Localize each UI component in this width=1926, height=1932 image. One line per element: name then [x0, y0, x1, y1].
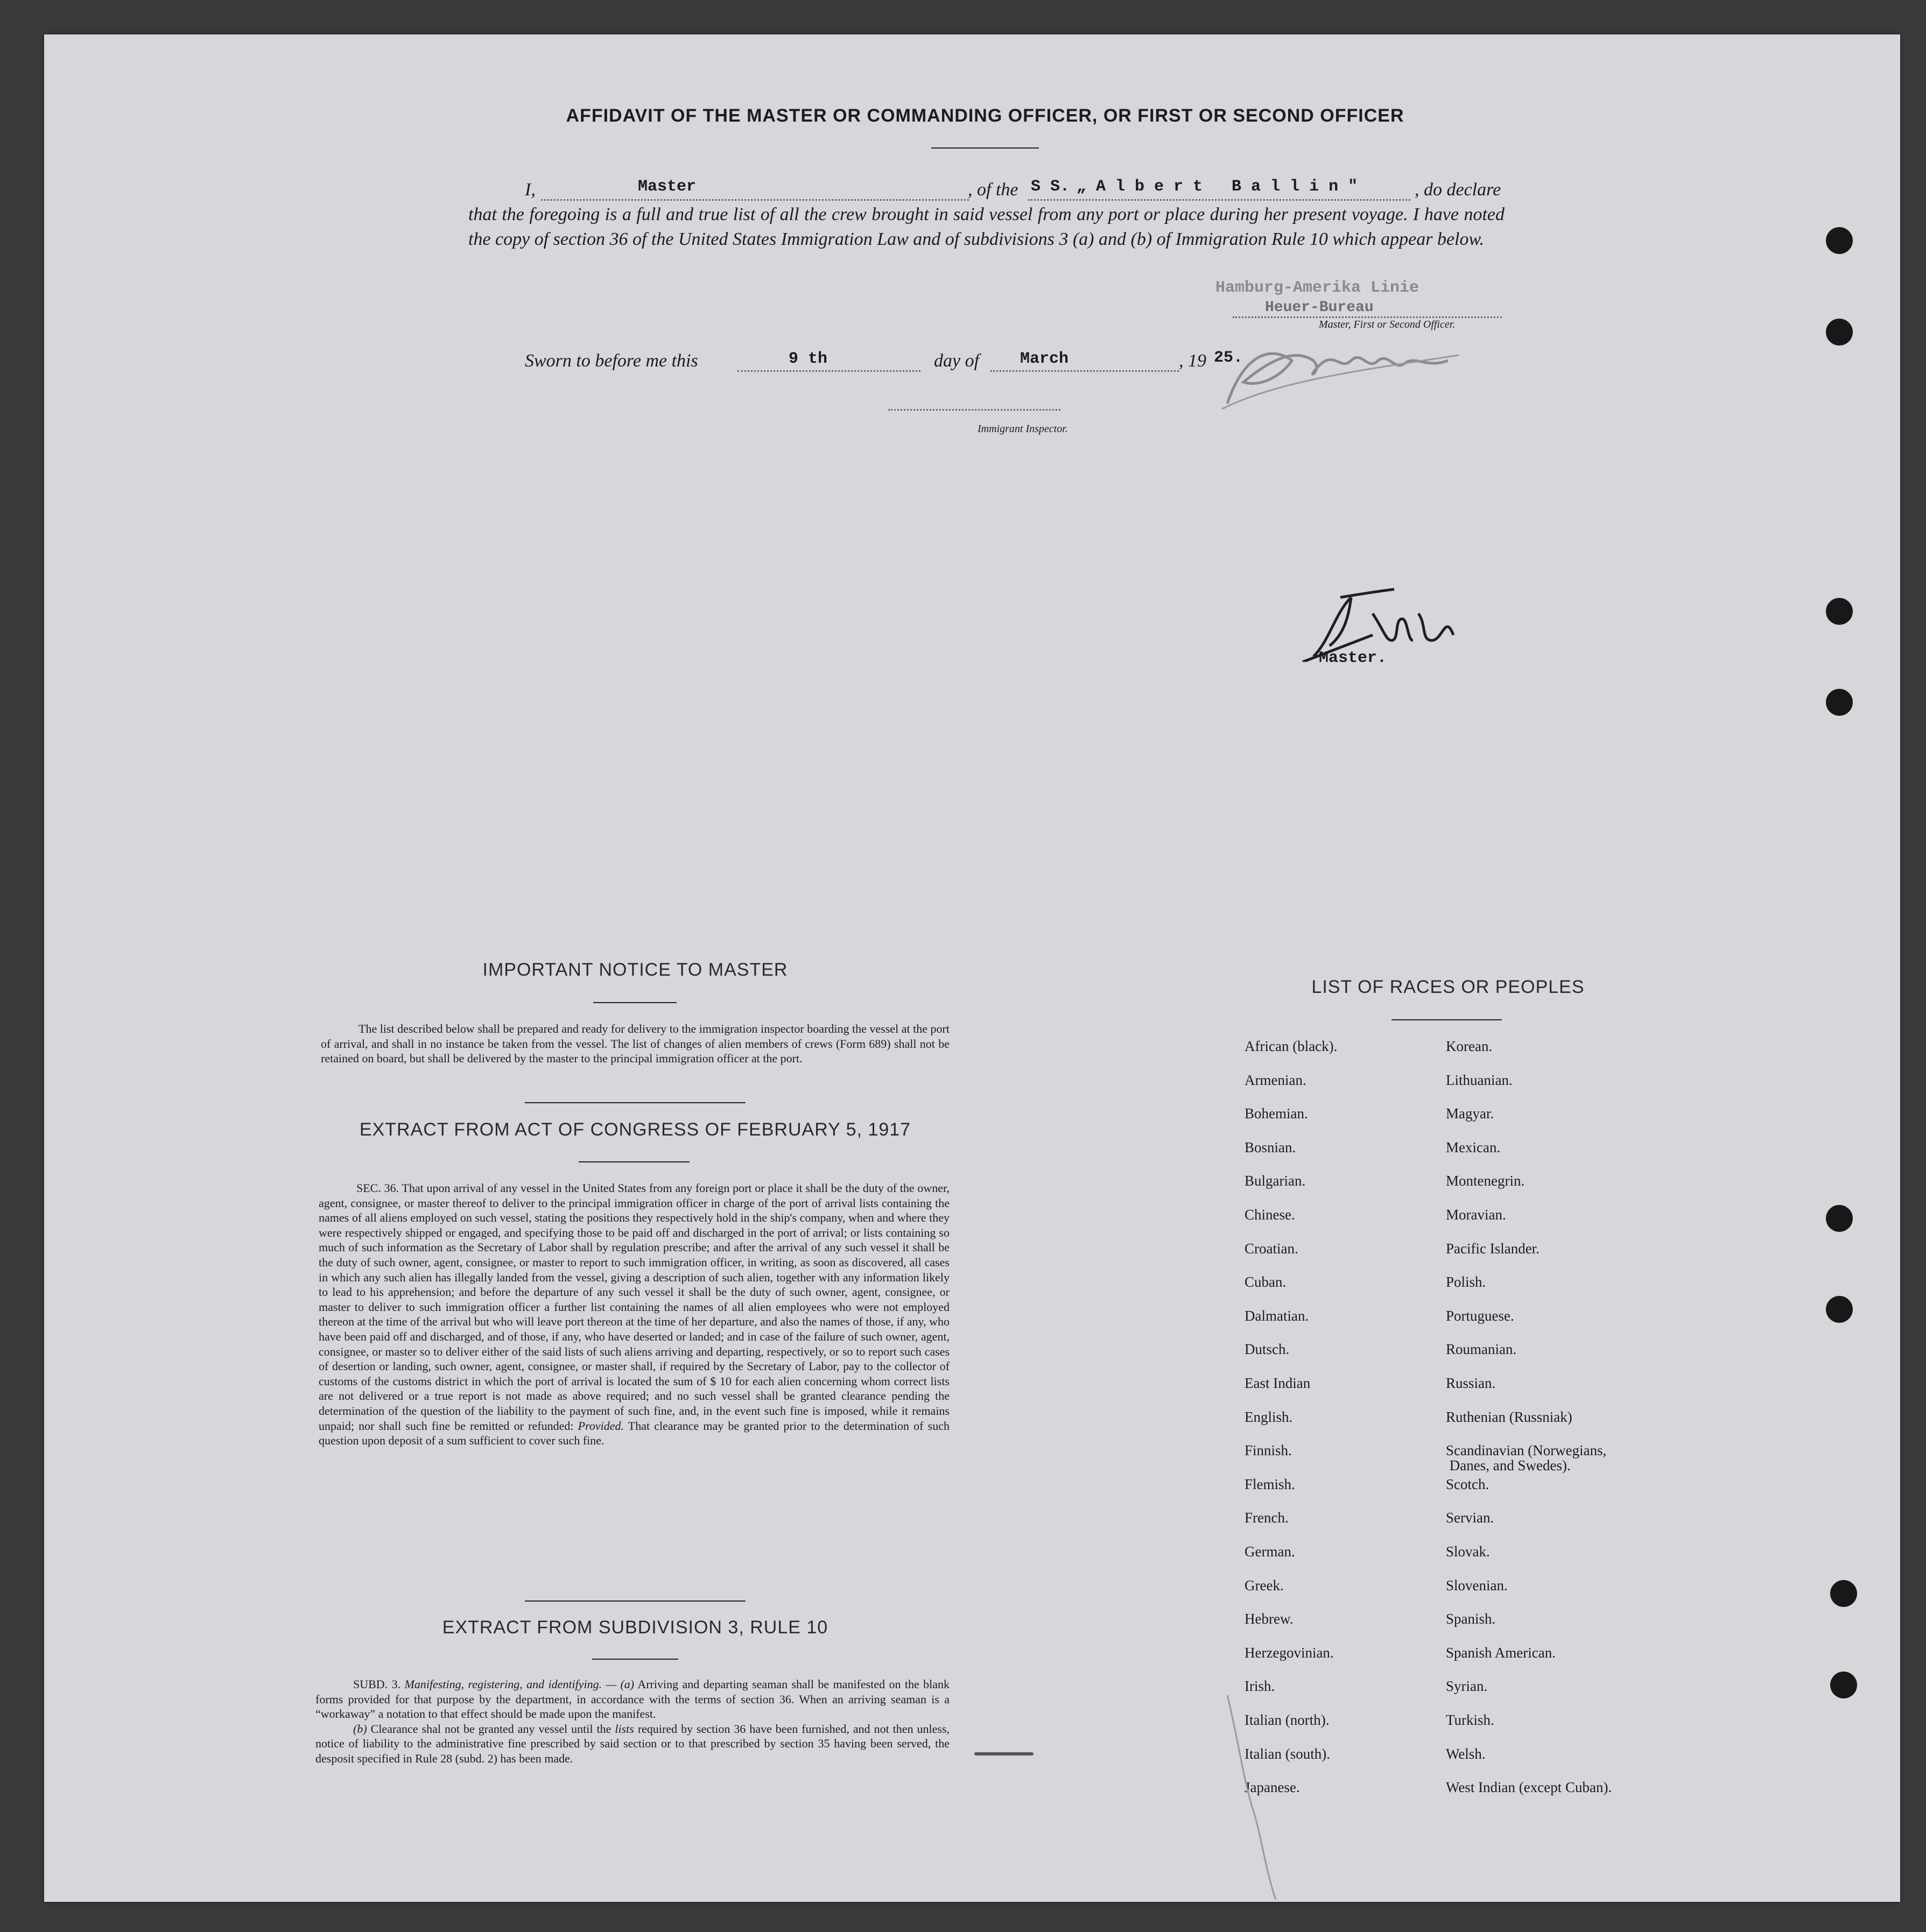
race-item: Magyar. [1446, 1105, 1494, 1122]
paper-crease [1222, 1695, 1319, 1900]
race-item: Portuguese. [1446, 1307, 1514, 1324]
divider [525, 1600, 746, 1602]
day-blank [737, 370, 920, 372]
rule-text [315, 1677, 950, 1766]
rule-b-lead: (b) [353, 1722, 367, 1736]
race-item: Lithuanian. [1446, 1071, 1513, 1088]
vessel-blank [1028, 199, 1410, 201]
punch-hole [1826, 1296, 1853, 1323]
race-item: Japanese. [1245, 1779, 1300, 1796]
i-label: I, [525, 180, 536, 200]
act-provided: Provided. [578, 1419, 624, 1433]
race-item: Dutsch. [1245, 1341, 1290, 1358]
race-item: English. [1245, 1408, 1293, 1425]
rule-paragraph-b [315, 1722, 950, 1766]
races-title: LIST OF RACES OR PEOPLES [1311, 977, 1585, 997]
divider [579, 1161, 690, 1162]
act-text [319, 1181, 950, 1448]
declare-label: , do declare [1415, 180, 1501, 200]
race-item: West Indian (except Cuban). [1446, 1779, 1612, 1796]
day-value: 9 th [789, 350, 828, 368]
race-item: Spanish American. [1446, 1644, 1556, 1661]
race-item: Flemish. [1245, 1476, 1295, 1492]
race-item: Syrian. [1446, 1678, 1488, 1695]
race-item: Armenian. [1245, 1071, 1306, 1088]
sworn-label: Sworn to before me this [525, 351, 698, 371]
race-item: Italian (north). [1245, 1712, 1330, 1728]
race-item: Bulgarian. [1245, 1173, 1306, 1189]
race-item: Welsh. [1446, 1745, 1486, 1762]
punch-hole [1826, 319, 1853, 345]
divider [592, 1659, 678, 1660]
punch-hole [1830, 1580, 1857, 1607]
rule-b-lists: lists [615, 1722, 634, 1736]
notice-text [321, 1021, 950, 1066]
year-prefix: , 19 [1179, 351, 1206, 371]
rule-a-lead: SUBD. 3. [353, 1677, 401, 1691]
race-item: Herzegovinian. [1245, 1644, 1334, 1661]
race-item: Montenegrin. [1446, 1173, 1525, 1189]
race-item: Turkish. [1446, 1712, 1494, 1728]
rule-title: EXTRACT FROM SUBDIVISION 3, RULE 10 [442, 1617, 828, 1638]
race-item: Dalmatian. [1245, 1307, 1309, 1324]
race-item: Mexican. [1446, 1139, 1501, 1155]
race-item: Scandinavian (Norwegians, Danes, and Swedes). [1446, 1442, 1607, 1474]
year-value: 25. [1214, 349, 1243, 367]
race-item: Cuban. [1245, 1274, 1287, 1291]
race-item: Moravian. [1446, 1207, 1506, 1223]
inspector-blank [888, 409, 1060, 411]
ink-mark [974, 1752, 1034, 1755]
of-the-label: , of the [968, 180, 1018, 200]
rule-b-text1: Clearance shal not be granted any vessel until the [370, 1722, 611, 1736]
race-item: Slovak. [1446, 1543, 1490, 1560]
company-stamp-bureau: Heuer-Bureau [1265, 299, 1374, 316]
punch-hole [1826, 689, 1853, 716]
race-item: Spanish. [1446, 1611, 1496, 1627]
race-item: Croatian. [1245, 1240, 1298, 1257]
race-item: Roumanian. [1446, 1341, 1517, 1358]
act-title: EXTRACT FROM ACT OF CONGRESS OF FEBRUARY 5, 1917 [359, 1119, 911, 1140]
punch-hole [1830, 1672, 1857, 1698]
declaration-text: that the foregoing is a full and true list of all the crew brought in said vessel from any port or place during her present voyage. I have noted the copy of section 36 of the United States Immigration Law and of subdivisions 3 (a) and (b) of Immigration Rule 10 which appear below. [468, 205, 1505, 249]
race-item: Russian. [1446, 1375, 1496, 1391]
act-main: SEC. 36. That upon arrival of any vessel in the United States from any foreign port or place it shall be the duty of the owner, agent, consignee, or master thereof to deliver to the principal immigration officer in charge of the port of arrival lists containing the names of all aliens employed on such vessel, stating the positions they respectively hold in the ship's company, when and where they were respectively shipped or engaged, and specifying those to be paid off and discharged in the port of arrival; or lists containing so much of such information as the Secretary of Labor shall by regulation prescribe; and after the arrival of any such vessel it shall be the duty of such owner, agent, consignee, or master to report to such immigration officer, in writing, as soon as discovered, all cases in which any such alien has illegally landed from the vessel, giving a description of such alien, together with any information likely to lead to his apprehension; and before the departure of any such vessel it shall be the duty of such owner, agent, consignee, or master to deliver to such immigration officer a further list containing the names of all alien employees who were not employed thereon at the time of the arrival but who will leave port thereon at the time of her departure, and also the names of those, if any, who have been paid off and discharged, and of those, if any, who have deserted or landed; and in case of the failure of such owner, agent, consignee, or master so to deliver either of the said lists of such aliens arriving and departing, respectively, or so to report such cases of desertion or landing, such owner, agent, consignee, or master shall, if required by the Secretary of Labor, pay to the collector of customs of the customs district in which the port of arrival is located the sum of $ 10 for each alien concerning whom correct lists are not delivered or a true report is not made as above required; and no such vessel shall be granted clearance pending the determination of the question of the liability to the payment of such fine, and, in the event such fine is imposed, while it remains unpaid; nor shall such fine be remitted or refunded: [319, 1181, 950, 1433]
inspector-label: Immigrant Inspector. [978, 423, 1068, 435]
race-item: Finnish. [1245, 1442, 1292, 1459]
race-item: Greek. [1245, 1577, 1284, 1593]
race-item: Slovenian. [1446, 1577, 1508, 1593]
company-stamp: Hamburg-Amerika Linie [1215, 279, 1419, 297]
divider [1391, 1019, 1502, 1020]
rule-a-heading: Manifesting, registering, and identifying. — (a) [404, 1677, 635, 1691]
punch-hole [1826, 1205, 1853, 1232]
race-item: Korean. [1446, 1038, 1493, 1054]
month-blank [990, 370, 1179, 372]
vessel-name: „ A l b e r t B a l l i n " [1077, 178, 1358, 196]
race-item: Pacific Islander. [1446, 1240, 1540, 1257]
notice-paragraph: The list described below shall be prepared and ready for delivery to the immigration inspector boarding the vessel at the port of arrival, and shall in no instance be taken from the vessel. The list of changes of alien members of crews (Form 689) shall not be retained on board, but shall be delivered by the master to the principal immigration officer at the port. [321, 1022, 950, 1066]
race-item: German. [1245, 1543, 1295, 1560]
race-item: Scotch. [1446, 1476, 1489, 1492]
rule-b-text2: required by section 36 have been furnished, and not then unless, notice of liability to the administrative fine prescribed by said section or to that prescribed by section 35 having been served, the desposit specified in Rule 28 (subd. 2) has been made. [315, 1722, 950, 1765]
race-item: Polish. [1446, 1274, 1486, 1291]
race-item: African (black). [1245, 1038, 1338, 1054]
rule-a-text: Arriving and departing seaman shall be manifested on the blank forms provided for that purpose by the department, in accordance with the terms of section 36. When an arriving seaman is a “workaway” a notation to that effect should be made upon the manifest. [315, 1677, 950, 1721]
divider [931, 147, 1039, 149]
race-item: East Indian [1245, 1375, 1311, 1391]
race-item: Ruthenian (Russniak) [1446, 1408, 1572, 1425]
divider [525, 1102, 746, 1103]
vessel-type: S S. [1031, 178, 1070, 196]
signer-label: Master, First or Second Officer. [1319, 319, 1456, 330]
month-value: March [1020, 350, 1069, 368]
race-item: Italian (south). [1245, 1745, 1330, 1762]
divider [593, 1002, 677, 1003]
signer-blank [1233, 316, 1502, 318]
master-label: Master. [1319, 649, 1387, 667]
race-item: Chinese. [1245, 1207, 1295, 1223]
officer-signature [1211, 323, 1470, 414]
punch-hole [1826, 227, 1853, 254]
act-end: That clearance may be granted prior to the determination of such question upon deposit of a sum sufficient to cover such fine. [319, 1419, 950, 1448]
race-item: Irish. [1245, 1678, 1275, 1695]
officer-blank [541, 199, 969, 201]
rule-paragraph-a [315, 1677, 950, 1722]
race-item: Servian. [1446, 1510, 1494, 1526]
officer-value: Master [638, 178, 697, 196]
race-item: Bosnian. [1245, 1139, 1296, 1155]
race-item: Bohemian. [1245, 1105, 1308, 1122]
day-of-label: day of [934, 351, 980, 371]
race-item: French. [1245, 1510, 1289, 1526]
race-item: Hebrew. [1245, 1611, 1294, 1627]
punch-hole [1826, 598, 1853, 625]
act-paragraph [319, 1181, 950, 1448]
affidavit-title: AFFIDAVIT OF THE MASTER OR COMMANDING OFFICER, OR FIRST OR SECOND OFFICER [566, 105, 1404, 126]
notice-title: IMPORTANT NOTICE TO MASTER [482, 960, 788, 980]
